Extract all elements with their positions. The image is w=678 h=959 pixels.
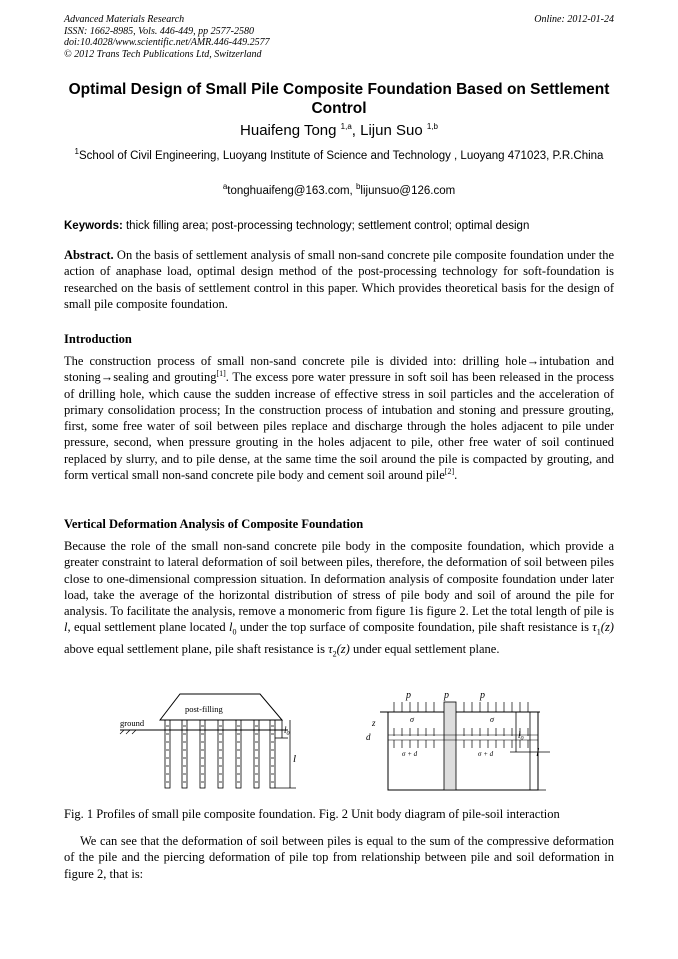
sigma-d-right: σ + d [478, 750, 494, 758]
l-label: l [293, 753, 297, 765]
journal-header [64, 14, 270, 60]
l0-label: $l_0$ [284, 725, 290, 737]
keywords-label: Keywords: [64, 220, 123, 232]
issn-line: ISSN: 1662-8985, Vols. 446-449, pp 2577-2580 [64, 25, 254, 37]
symbol-arg: (z) [336, 642, 350, 657]
keywords [64, 220, 614, 232]
email-mark: b [355, 182, 361, 192]
section-heading: Introduction [64, 332, 132, 346]
paragraph-text: , equal settlement plane located [67, 620, 229, 635]
author-separator: , [351, 122, 361, 139]
abstract-text: On the basis of settlement analysis of small non-sand concrete pile composite foundation under the action of anaphase load, optimal design method of the post-processing technology for soft-foundation is researched on the basis of settlement control in this paper. Which provides theoretical basis for the design of small pile composite foundation. [64, 248, 614, 311]
figure-caption: Fig. 1 Profiles of small pile composite foundation. Fig. 2 Unit body diagram of pile-soil interaction [64, 807, 560, 821]
paragraph-text: under the top surface of composite foundation, pile shaft resistance is [236, 620, 593, 635]
paragraph-text: above equal settlement plane, pile shaft resistance is [64, 642, 329, 657]
subscript: 0 [232, 627, 237, 637]
figure-1-pile-profile [110, 690, 310, 800]
paragraph-text: under equal settlement plane. [349, 642, 500, 657]
ground-hatch [120, 730, 136, 734]
symbol-arg: (z) [600, 620, 614, 635]
affiliation-mark: 1 [74, 147, 79, 157]
abstract-label: Abstract. [64, 248, 114, 262]
abstract [64, 247, 614, 312]
symbol-tau1: τ [592, 620, 597, 635]
sigma-d-left: σ + d [402, 750, 418, 758]
deformation-paragraph [64, 538, 614, 663]
author-affiliation-mark: 1,b [426, 122, 438, 131]
email-link[interactable]: tonghuaifeng@163.com, [227, 185, 356, 197]
paper-title: Optimal Design of Small Pile Composite Foundation Based on Settlement Control [68, 81, 610, 117]
paragraph-text: . The excess pore water pressure in soft soil has been released in the process of drilling hole, which cause the sudden increase of effective stress in soil particles and the acceleration of primary consolidation process; In the construction process of intubation and stoning and pressure grouting, first, some free water of soil between piles replace and discharge through the holes adjacent to pile under pressure, second, when pressure grouting in the holes adjacent to pile, other free water of soil continued replaced by slurry, and to pile dense, at the same time the soil around the pile is compacted by grouting, and form vertical small non-sand concrete pile body and cement soil around pile [64, 370, 614, 483]
doi-line: doi:10.4028/www.scientific.net/AMR.446-449.2577 [64, 37, 270, 48]
affiliation-text: School of Civil Engineering, Luoyang Institute of Science and Technology , Luoyang 471023, P.R.China [78, 150, 604, 162]
d-label: d [366, 732, 371, 742]
copyright-line: © 2012 Trans Tech Publications Ltd, Switzerland [64, 48, 262, 60]
symbol-l: l [64, 620, 68, 635]
z-label: z [372, 718, 376, 728]
figure-2-unit-body [360, 690, 560, 800]
post-filling-label: post-filling [185, 704, 223, 714]
keywords-text: thick filling area; post-processing technology; settlement control; optimal design [122, 220, 530, 232]
p-left: p [406, 690, 411, 701]
sigma-left: σ [410, 715, 414, 724]
load-arrows [394, 702, 528, 748]
paragraph-text: The construction process of small non-sand concrete pile is divided into: drilling hole→intubation and stoning→sealing and grouting [64, 354, 614, 385]
l-label: l [536, 745, 540, 759]
symbol-l0: l [229, 620, 233, 635]
paragraph-text: . [454, 468, 458, 483]
affiliation [64, 149, 614, 164]
l0-label: $l_0$ [518, 730, 524, 742]
author-name: Huaifeng Tong [240, 122, 337, 139]
email-link[interactable]: lijunsuo@126.com [360, 185, 456, 197]
closing-paragraph: We can see that the deformation of soil between piles is equal to the sum of the compressive deformation of the pile and the piercing deformation of pile top from relationship between pile and soil deformation in figure 2, that is: [64, 834, 614, 881]
author-line [64, 122, 614, 139]
citation[interactable]: [1] [216, 369, 226, 379]
p-right: p [480, 690, 485, 701]
citation[interactable]: [2] [444, 466, 455, 476]
journal-name: Advanced Materials Research [64, 14, 185, 25]
author-affiliation-mark: 1,a [340, 122, 352, 131]
symbol-tau2: τ [328, 642, 333, 657]
email-line [64, 182, 614, 197]
online-date: Online: 2012-01-24 [534, 14, 614, 25]
author-name: Lijun Suo [360, 122, 423, 139]
subscript: 2 [332, 649, 337, 659]
section-heading: Vertical Deformation Analysis of Composite Foundation [64, 517, 364, 531]
introduction-paragraph [64, 353, 614, 483]
email-mark: a [222, 182, 228, 192]
sigma-right: σ [490, 715, 494, 724]
pile-body [444, 702, 456, 790]
subscript: 1 [596, 627, 601, 637]
paragraph-text: Because the role of the small non-sand concrete pile body in the composite foundation, which provide a greater constraint to lateral deformation of soil between piles, therefore, the deformation of soil between piles close to one-dimensional compression situation. In deformation analysis of composite foundation under later load, take the average of the horizontal distribution of stress of pile body and soil of around the pile for analysis. To facilitate the analysis, remove a monomeric from figure 1is figure 2. Let the total length of pile is [64, 539, 614, 619]
p-mid: p [444, 690, 449, 701]
ground-label: ground [120, 718, 145, 728]
